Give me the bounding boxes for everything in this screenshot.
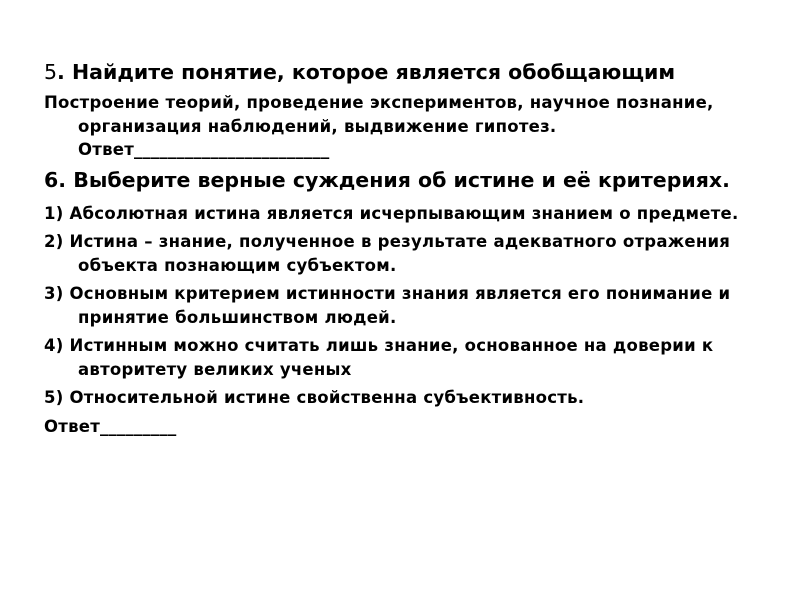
question-6-option-3: 3) Основным критерием истинности знания является его понимание и принятие большинством людей. [44,284,731,327]
question-5-number: 5 [44,60,58,84]
question-5-terms [44,91,764,162]
slide-content [44,58,764,438]
question-6-option-1: 1) Абсолютная истина является исчерпывающим знанием о предмете. [44,203,739,223]
question-6-option-4: 4) Истинным можно считать лишь знание, основанное на доверии к авторитету великих ученых [44,336,714,379]
question-5-answer-label: Ответ [78,140,135,159]
question-5-title-text: . Найдите понятие, которое является обобщающим [57,60,676,84]
question-5-title [44,58,764,86]
question-5-terms-text: Построение теорий, проведение экспериментов, научное познание, организация наблюдений, выдвижение гипотез. [44,93,714,136]
question-6-answer-blank: _________ [100,416,177,436]
question-6-answer-label: Ответ [44,416,101,436]
question-6-option-5: 5) Относительной истине свойственна субъективность. [44,388,585,407]
question-6-option-2: 2) Истина – знание, полученное в результате адекватного отражения объекта познающим субъектом. [44,232,731,275]
question-5-answer-blank: _______________________ [134,140,330,159]
question-6-answer [44,415,764,439]
question-6-title: 6. Выберите верные суждения об истине и её критериях. [44,167,730,192]
